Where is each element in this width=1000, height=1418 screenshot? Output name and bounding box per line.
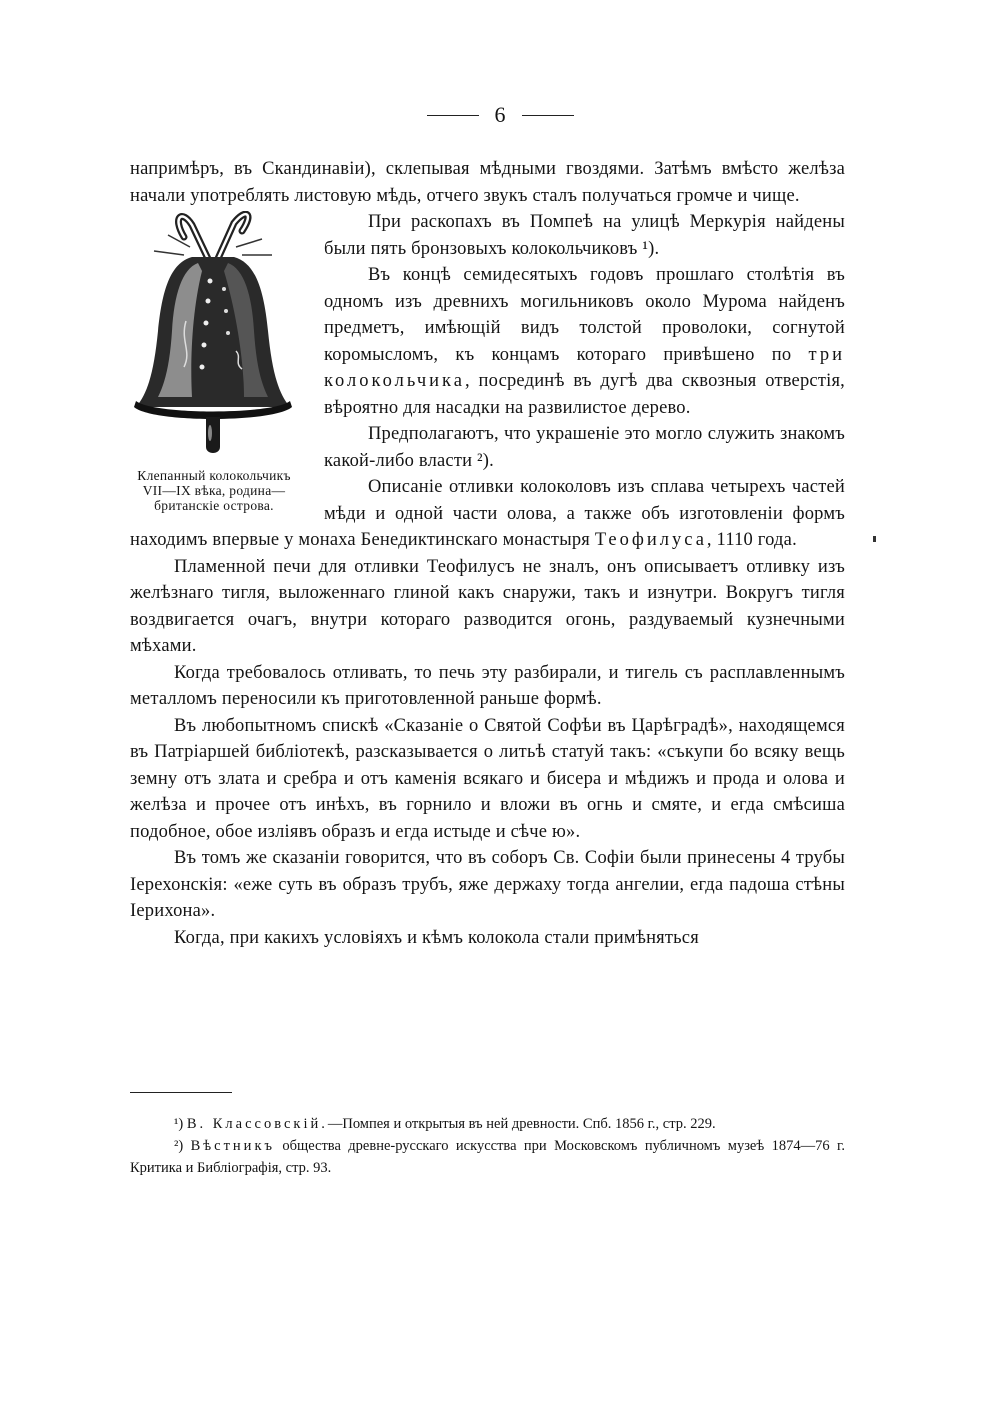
paragraph-text: , 1110 года. (706, 530, 797, 550)
footnote-rule (130, 1092, 232, 1093)
footnote-text: общества древне-русскаго искусства при Московскомъ публичномъ музеѣ 1874—76 г. Критика и Библіографія, стр. 93. (130, 1138, 845, 1176)
footnotes (130, 1113, 845, 1179)
page-header (0, 100, 1000, 130)
page-number: 6 (494, 102, 506, 127)
footnote-2 (130, 1135, 845, 1179)
footnote-1 (130, 1113, 845, 1135)
footnote-mark: ¹) (174, 1116, 184, 1132)
footnote-text: —Помпея и открытыя въ ней древности. Спб. 1856 г., стр. 229. (327, 1116, 716, 1132)
paragraph: Въ томъ же сказаніи говорится, что въ соборъ Св. Софіи были принесены 4 трубы Іерехонскія: «еже суть въ образъ трубъ, яже держаху тогда ангелии, егда падоша стѣны Іерихона». (130, 848, 845, 921)
figure-caption: Клепанный колокольчикъ VII—IX вѣка, родина—британскіе острова. (137, 468, 291, 513)
paragraph: Когда, при какихъ условіяхъ и кѣмъ колокола стали примѣняться (174, 927, 699, 948)
paragraph-continued: напримѣръ, въ Скандинавіи), склепывая мѣдными гвоздями. Затѣмъ вмѣсто желѣза начали употреблять листовую мѣдь, отчего звукъ сталъ получаться громче и чище. (130, 159, 845, 206)
paragraph: Пламенной печи для отливки Теофилусъ не зналъ, онъ описываетъ отливку изъ желѣзнаго тигля, выложеннаго глиной какъ снаружи, такъ и изнутри. Вокругъ тигля воздвигается очагъ, внутри котораго разводится огонь, раздуваемый кузнечными мѣхами. (130, 556, 845, 656)
paragraph: Когда требовалось отливать, то печь эту разбирали, и тигель съ расплавленнымъ металломъ переносили къ приготовленной раньше формѣ. (130, 662, 845, 709)
spaced-name: Теофилуса (594, 530, 707, 550)
paragraph: При раскопахъ въ Помпеѣ на улицѣ Меркурія найдены были пять бронзовыхъ колокольчиковъ ¹). (324, 212, 845, 259)
paragraph: Предполагаютъ, что украшеніе это могло служить знакомъ какой-либо власти ²). (324, 424, 845, 471)
header-rule-left (427, 115, 479, 116)
margin-mark (873, 536, 876, 542)
main-text (130, 156, 845, 951)
footnote-author: В. Классовскій. (186, 1116, 328, 1132)
footnote-journal: Вѣстникъ (190, 1138, 275, 1154)
paragraph: Въ любопытномъ спискѣ «Сказаніе о Святой Софѣи въ Царѣградѣ», находящемся въ Патріаршей библіотекѣ, разсказывается о литьѣ статуй такъ: «съкупи бо всяку вещь земну отъ злата и сребра и отъ каменія всякаго и бисера и мѣдижъ и прода и олова и желѣза и прочее отъ инѣхъ, въ горнило и вложи въ огнь и смяте, и егда смѣсиша подобное, обое изліявъ образъ и егда истыде и сѣче ю». (130, 715, 845, 842)
spaced-phrase: три колокольчика (324, 344, 845, 391)
paragraph-text: , посрединѣ въ дугѣ два сквозныя отверстія, вѣроятно для насадки на развилистое дерево. (324, 371, 845, 418)
paragraph-text: Въ концѣ семидесятыхъ годовъ прошлаго столѣтія въ одномъ изъ древнихъ могильниковъ около Мурома найденъ предметъ, имѣющій видъ толстой проволоки, согнутой коромысломъ, къ концамъ котораго привѣшено по (324, 265, 845, 365)
bell-figure (130, 209, 298, 513)
footnote-mark: ²) (174, 1138, 184, 1154)
paragraph-text: Описаніе отливки колоколовъ изъ сплава четырехъ частей мѣди и одной части олова, а также объ изготовленіи формъ находимъ впервые у монаха Бенедиктинскаго монастыря (130, 477, 845, 550)
bell-illustration (132, 211, 294, 456)
header-rule-right (522, 115, 574, 116)
